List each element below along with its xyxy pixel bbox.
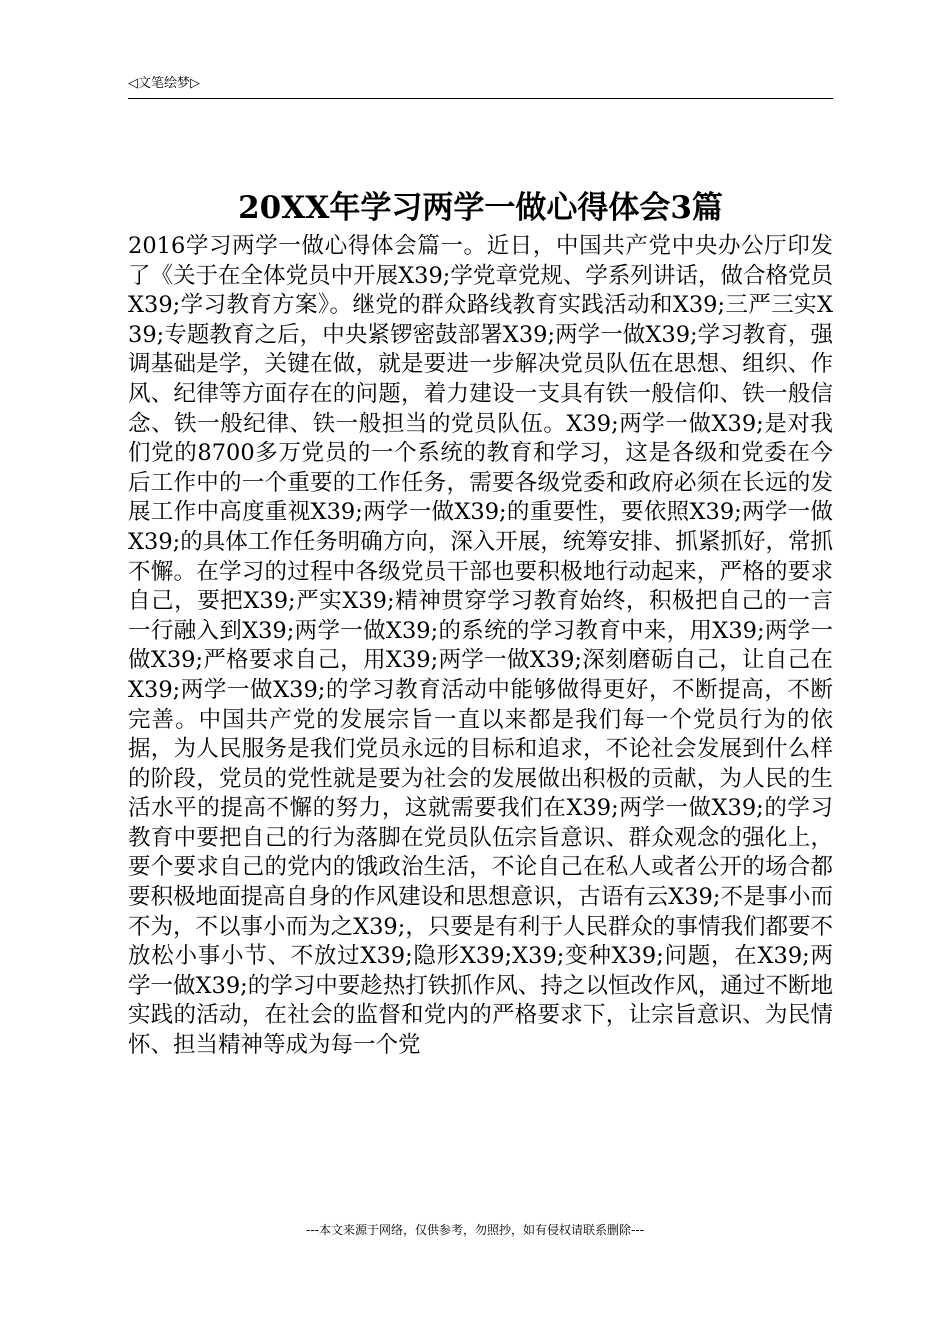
document-title: 20XX年学习两学一做心得体会3篇 xyxy=(238,190,723,226)
page-header xyxy=(128,76,833,99)
header-logo-text: ◁文笔绘梦▷ xyxy=(128,76,200,91)
page-footer: ---本文来源于网络，仅供参考，勿照抄，如有侵权请联系删除--- xyxy=(306,1223,644,1237)
document-body: 2016学习两学一做心得体会篇一。近日，中国共产党中央办公厅印发了《关于在全体党员中开展X39;学党章党规、学系列讲话，做合格党员X39;学习教育方案》。继党的群众路线教育实践活动和X39;三严三实X39;专题教育之后，中央紧锣密鼓部署X39;两学一做X39;学习教育，强调基础是学，关键在做，就是要进一步解决党员队伍在思想、组织、作风、纪律等方面存在的问题，着力建设一支具有铁一般信仰、铁一般信念、铁一般纪律、铁一般担当的党员队伍。X39;两学一做X39;是对我们党的8700多万党员的一个系统的教育和学习，这是各级和党委在今后工作中的一个重要的工作任务，需要各级党委和政府必须在长远的发展工作中高度重视X39;两学一做X39;的重要性，要依照X39;两学一做X39;的具体工作任务明确方向，深入开展，统筹安排、抓紧抓好，常抓不懈。在学习的过程中各级党员干部也要积极地行动起来，严格的要求自己，要把X39;严实X39;精神贯穿学习教育始终，积极把自己的一言一行融入到X39;两学一做X39;的系统的学习教育中来，用X39;两学一做X39;严格要求自己，用X39;两学一做X39;深刻磨砺自己，让自己在X39;两学一做X39;的学习教育活动中能够做得更好，不断提高，不断完善。中国共产党的发展宗旨一直以来都是我们每一个党员行为的依据，为人民服务是我们党员永远的目标和追求，不论社会发展到什么样的阶段，党员的党性就是要为社会的发展做出积极的贡献，为人民的生活水平的提高不懈的努力，这就需要我们在X39;两学一做X39;的学习教育中要把自己的行为落脚在党员队伍宗旨意识、群众观念的强化上，要个要求自己的党内的饿政治生活，不论自己在私人或者公开的场合都要积极地面提高自身的作风建设和思想意识，古语有云X39;不是事小而不为，不以事小而为之X39;，只要是有利于人民群众的事情我们都要不放松小事小节、不放过X39;隐形X39;X39;变种X39;问题，在X39;两学一做X39;的学习中要趁热打铁抓作风、持之以恒改作风，通过不断地实践的活动，在社会的监督和党内的严格要求下，让宗旨意识、为民情怀、担当精神等成为每一个党 xyxy=(128,233,833,1059)
